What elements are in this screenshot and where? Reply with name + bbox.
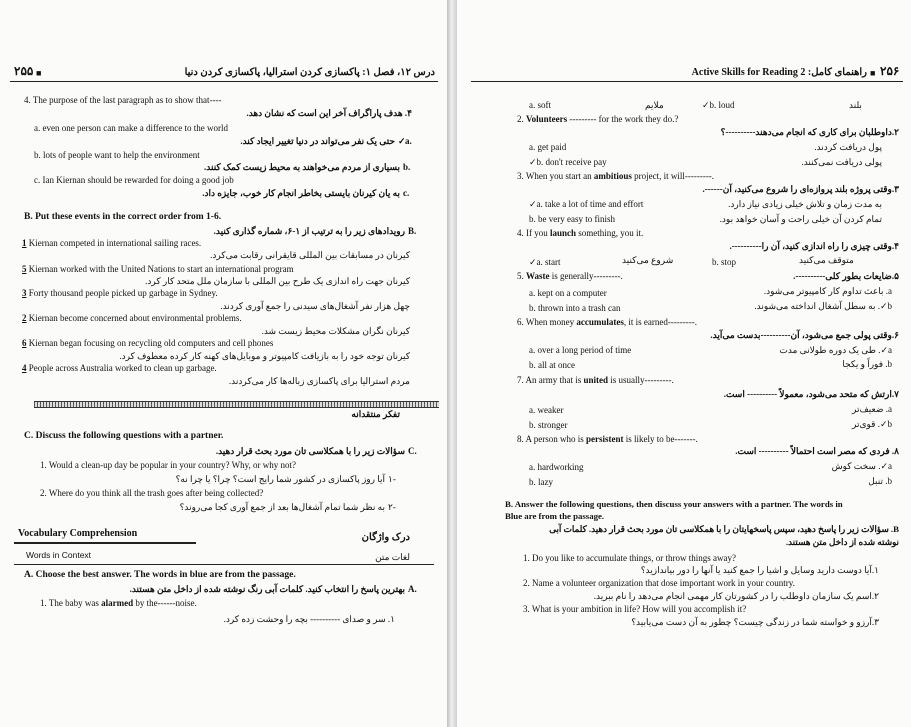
event-text: Forty thousand people picked up garbage in Sydney. xyxy=(28,288,218,298)
header-square-icon: ■ xyxy=(870,68,876,78)
vocab-q1-post: by the------noise. xyxy=(133,598,197,608)
vocab-title: Vocabulary Comprehension xyxy=(18,528,138,539)
vocab-question-5 xyxy=(517,271,623,282)
option-b-fa: پولی دریافت نمی‌کنند. xyxy=(801,157,882,167)
answer-question-1: 1. Do you like to accumulate things, or throw things away? xyxy=(523,553,736,563)
option-b-fa: b✓. قوی‌تر xyxy=(851,419,892,429)
question-fa: ۲.داوطلبان برای کاری که انجام می‌دهند----------؟ xyxy=(720,127,899,137)
vocab-rule xyxy=(14,542,196,544)
q4-option-b-mark: b. xyxy=(403,162,411,172)
vocab-q1-word: alarmed xyxy=(101,598,134,608)
event-text-fa: کیرنان توجه خود را به بازیافت کامپیوتر و موبایل‌های کهنه کار کرده معطوف کرد. xyxy=(119,351,410,361)
section-b-line2-fa: نوشته شده از داخل متن هستند. xyxy=(785,537,899,547)
question-post: is usually---------. xyxy=(608,375,674,385)
event-text-fa: کیرنان در مسابقات بین المللی قایقرانی رقابت می‌کرد. xyxy=(210,250,410,260)
q1-option-b: ✓b. loud xyxy=(702,100,735,110)
option-b-fa: تمام کردن آن خیلی راحت و آسان خواهد بود. xyxy=(719,214,882,224)
question-fa: ۸. فردی که مصر است احتمالاً ---------- است. xyxy=(735,446,899,456)
answer-question-3-fa: ۳.آرزو و خواسته شما در زندگی چیست؟ چطور به آن دست می‌یابید؟ xyxy=(631,617,879,627)
event-number: 5 xyxy=(22,264,27,274)
question-post: is generally---------. xyxy=(549,271,623,281)
event-number: 3 xyxy=(22,288,27,298)
answer-question-2: 2. Name a volunteer organization that dose important work in your country. xyxy=(523,578,795,588)
event-text: Kiernan competed in international sailing races. xyxy=(28,238,202,248)
question-word: launch xyxy=(550,228,577,238)
header-rule xyxy=(10,81,438,82)
book-spine xyxy=(447,0,457,727)
section-b-title-fa: رویدادهای زیر را به ترتیب از ۱-۶، شماره گذاری کنید. xyxy=(213,226,405,236)
vocab-question-1-fa: ۱. سر و صدای ---------- بچه را وحشت زده کرد. xyxy=(223,614,395,624)
question-post: project, it will---------. xyxy=(631,171,715,181)
option-b: b. lazy xyxy=(529,477,553,487)
header-rule xyxy=(471,81,903,82)
section-b-line1-fa: B. سؤالات زیر را پاسخ دهید، سپس پاسخهایتان را با همکلاسی تان مورد بحث قرار دهید. کلمات آبی xyxy=(549,524,899,534)
event-text: Kiernan began focusing on recycling old computers and cell phones xyxy=(28,338,274,348)
question-word: persistent xyxy=(586,434,624,444)
question-word: Volunteers xyxy=(526,114,568,124)
check-icon: ✓ xyxy=(398,136,406,146)
option-b-fa: متوقف می‌کنید xyxy=(799,255,854,265)
vocab-question-4 xyxy=(517,228,643,239)
question-post: --------- for the work they do.? xyxy=(567,114,679,124)
option-b: b. stronger xyxy=(529,420,568,430)
option-a-fa: a. باعث تداوم کار کامپیوتر می‌شود. xyxy=(763,286,892,296)
question-fa: ۳.وقتی پروژه بلند پروازه‌ای را شروع می‌کنید، آن------. xyxy=(702,184,899,194)
question-fa: ۴.وقتی چیزی را راه اندازی کنید، آن را----------. xyxy=(729,241,899,251)
option-a-fa: به مدت زمان و تلاش خیلی زیادی نیاز دارد. xyxy=(728,199,882,209)
left-header-title: درس ۱۲، فصل ۱: پاکسازی کردن استرالیا، پاکسازی کردن دنیا xyxy=(184,67,435,78)
vocab-question-8 xyxy=(517,434,698,445)
q1-option-b-fa: بلند xyxy=(849,100,862,110)
option-a: a. hardworking xyxy=(529,462,584,472)
q4-option-c: c. Ian Kiernan should be rewarded for doing a good job xyxy=(34,175,234,185)
option-a: a. weaker xyxy=(529,405,564,415)
option-a-fa: a. ضعیف‌تر xyxy=(852,404,892,414)
discussion-number-fa: ۲- xyxy=(388,502,396,512)
option-b-fa: b. تنبل xyxy=(868,476,892,486)
event-text: Kiernan worked with the United Nations to start an international program xyxy=(28,264,294,274)
option-a: a. get paid xyxy=(529,142,567,152)
question-fa: ۷.ارتش که متحد می‌شود، معمولاً ---------- است. xyxy=(723,389,899,399)
event-text-fa: کیرنان جهت راه اندازی یک طرح بین المللی با سازمان ملل متحد کار کرد. xyxy=(145,276,410,286)
header-square-icon: ■ xyxy=(36,68,42,78)
event-number: 2 xyxy=(22,313,27,323)
option-b-fa: b✓. به سطل آشغال انداخته می‌شوند. xyxy=(754,301,892,311)
vocab-sub-rule xyxy=(14,564,434,565)
question-pre: 6. When money xyxy=(517,317,577,327)
section-a-title: A. Choose the best answer. The words in blue are from the passage. xyxy=(24,570,296,580)
question-pre: 4. If you xyxy=(517,228,550,238)
question-fa: ۶.وقتی پولی جمع می‌شود، آن----------بدست می‌آید. xyxy=(710,330,899,340)
option-a-fa: شروع می‌کنید xyxy=(622,255,674,265)
section-b-line2: Blue are from the passage. xyxy=(505,511,605,521)
q4-option-b-fa: بسیاری از مردم می‌خواهند به محیط زیست کمک کنند. xyxy=(204,162,400,172)
question-fa: ۵.ضایعات بطور کلی----------. xyxy=(793,271,899,281)
event-text-fa: چهل هزار نفر آشغال‌های سیدنی را جمع آوری کردند. xyxy=(220,301,410,311)
section-b-line1: B. Answer the following questions, then discuss your answers with a partner. The words in xyxy=(505,499,843,509)
question-pre: 3. When you start an xyxy=(517,171,594,181)
q4-option-a-mark: a. xyxy=(405,136,412,146)
event-number: 4 xyxy=(22,363,27,373)
q1-option-a: a. soft xyxy=(529,100,551,110)
vocab-subtitle-fa: لغات متن xyxy=(375,552,410,562)
question-word: accumulates xyxy=(576,317,624,327)
question-post: is likely to be-------. xyxy=(623,434,698,444)
question-pre: 2. xyxy=(517,114,526,124)
event-text-fa: مردم استرالیا برای پاکسازی زباله‌ها کار می‌کردند. xyxy=(228,376,410,386)
question-pre: 7. An army that is xyxy=(517,375,584,385)
option-a: a. kept on a computer xyxy=(529,288,607,298)
answer-question-1-fa: ۱.آیا دوست دارید وسایل و اشیا را جمع کنید یا آنها را دور بیاندازید؟ xyxy=(640,565,879,575)
section-c-mark: C. xyxy=(408,446,417,456)
vocab-question-3 xyxy=(517,171,714,182)
discussion-number-fa: ۱- xyxy=(388,474,396,484)
event-text: People across Australia worked to clean up garbage. xyxy=(28,363,217,373)
question-post: something, you it. xyxy=(576,228,644,238)
q4-option-c-mark: c. xyxy=(403,188,410,198)
left-page-number: ۲۵۵ xyxy=(14,64,34,78)
q4-option-a-fa: حتی یک نفر می‌تواند در دنیا تغییر ایجاد کند. xyxy=(240,136,395,146)
question-word: Waste xyxy=(526,271,550,281)
answer-question-3: 3. What is your ambition in life? How will you accomplish it? xyxy=(523,604,747,614)
vocab-question-7 xyxy=(517,375,674,386)
option-a: ✓a. start xyxy=(529,257,561,267)
option-a-fa: a✓. طی یک دوره طولانی مدت xyxy=(779,345,892,355)
event-text: Kiernan become concerned about environmental problems. xyxy=(28,313,242,323)
section-c-title-fa: سؤالات زیر را با همکلاسی تان مورد بحث قرار دهید. xyxy=(215,446,405,456)
option-b: b. be very easy to finish xyxy=(529,214,615,224)
vocab-title-fa: درک واژگان xyxy=(361,532,410,543)
event-text-fa: کیرنان نگران مشکلات محیط زیست شد. xyxy=(261,326,410,336)
event-number: 1 xyxy=(22,238,27,248)
q4-question-fa: ۴. هدف پاراگراف آخر این است که نشان دهد. xyxy=(246,108,412,118)
vocab-question-6 xyxy=(517,317,697,328)
answer-question-2-fa: ۲.اسم یک سازمان داوطلب را در کشورتان کار مهمی انجام می‌دهد را نام ببرید. xyxy=(593,591,879,601)
vocab-q1-pre: 1. The baby was xyxy=(40,598,102,608)
option-a: a. over a long period of time xyxy=(529,345,632,355)
section-a-title-fa: بهترین پاسخ را انتخاب کنید. کلمات آبی رنگ نوشته شده از داخل متن هستند. xyxy=(129,584,405,594)
right-page-number: ۲۵۶ xyxy=(880,64,900,78)
option-a-fa: a✓. سخت کوش xyxy=(831,461,892,471)
vocab-question-1 xyxy=(40,598,197,609)
right-page xyxy=(457,0,911,727)
option-a-fa: پول دریافت کردند. xyxy=(814,142,882,152)
question-pre: 8. A person who is xyxy=(517,434,587,444)
question-word: ambitious xyxy=(593,171,632,181)
option-b: b. all at once xyxy=(529,360,575,370)
question-post: , it is earned---------. xyxy=(623,317,698,327)
left-page xyxy=(0,0,447,727)
vocab-subtitle: Words in Context xyxy=(26,550,92,560)
section-b-title: B. Put these events in the correct order from 1-6. xyxy=(24,212,222,222)
event-number: 6 xyxy=(22,338,27,348)
q1-option-a-fa: ملایم xyxy=(645,100,664,110)
discussion-question: 2. Where do you think all the trash goes after being collected? xyxy=(40,488,264,498)
critical-thinking-heading: تفکر منتقدانه xyxy=(351,409,400,419)
option-b: ✓b. don't receive pay xyxy=(529,157,607,167)
option-a: ✓a. take a lot of time and effort xyxy=(529,199,644,209)
section-a-mark: A. xyxy=(408,584,417,594)
discussion-question-fa: به نظر شما تمام آشغال‌ها بعد از جمع آوری کجا می‌روند؟ xyxy=(179,502,385,512)
option-b: b. stop xyxy=(712,257,737,267)
q4-option-b: b. lots of people want to help the environment xyxy=(34,150,200,160)
section-c-title: C. Discuss the following questions with a partner. xyxy=(24,431,224,441)
question-pre: 5. xyxy=(517,271,526,281)
q4-question: 4. The purpose of the last paragraph as to show that---- xyxy=(24,95,222,105)
discussion-question: 1. Would a clean-up day be popular in your country? Why, or why not? xyxy=(40,460,297,470)
discussion-question-fa: آیا روز پاکسازی در کشور شما رایج است؟ چرا؟ یا چرا نه؟ xyxy=(175,474,385,484)
q4-option-a: a. even one person can make a difference to the world xyxy=(34,123,228,133)
option-b: b. thrown into a trash can xyxy=(529,303,621,313)
section-divider-band xyxy=(34,401,439,408)
question-word: united xyxy=(583,375,609,385)
option-b-fa: b. فوراً و یکجا xyxy=(842,359,892,369)
right-header-title: راهنمای کامل: Active Skills for Reading 2 xyxy=(691,67,867,78)
q4-option-c-fa: به یان کیرنان بایستی بخاطر انجام کار خوب، جایزه داد. xyxy=(202,188,400,198)
vocab-question-2 xyxy=(517,114,678,125)
section-b-mark: B. xyxy=(408,226,417,236)
